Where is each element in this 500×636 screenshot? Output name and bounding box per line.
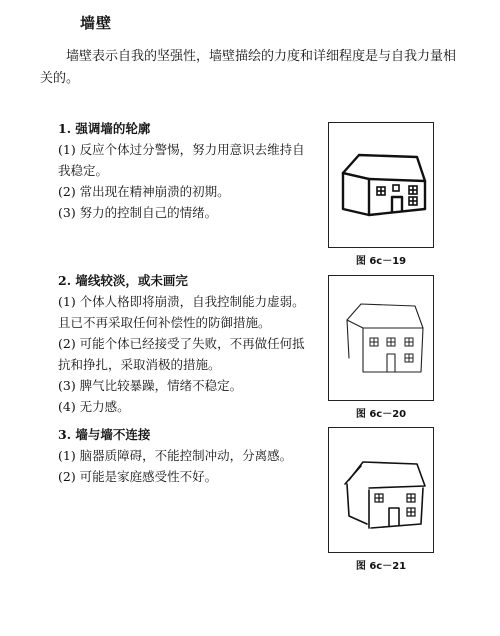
section-1 <box>58 118 316 223</box>
house-drawing-faint-lines-icon <box>329 276 435 402</box>
section-2 <box>58 270 316 417</box>
list-item: (2) 常出现在精神崩溃的初期。 <box>58 184 230 199</box>
house-drawing-disconnected-walls-icon <box>329 428 435 554</box>
figure-3 <box>328 427 434 572</box>
figure-2 <box>328 275 434 420</box>
section-number: 1. <box>58 121 72 136</box>
section-heading-text: 墙与墙不连接 <box>75 427 151 442</box>
list-item: (2) 可能是家庭感受性不好。 <box>58 469 218 484</box>
list-item: (3) 努力的控制自己的情绪。 <box>58 205 218 220</box>
figure-frame <box>328 122 434 248</box>
section-3 <box>58 424 316 487</box>
figure-1 <box>328 122 434 267</box>
list-item: (4) 无力感。 <box>58 399 130 414</box>
section-heading-text: 强调墙的轮廓 <box>75 121 151 136</box>
list-item: (1) 脑器质障碍，不能控制冲动，分离感。 <box>58 448 293 463</box>
section-heading-text: 墙线较淡，或未画完 <box>75 273 188 288</box>
figure-frame <box>328 427 434 553</box>
section-heading <box>58 424 316 445</box>
figure-caption: 图 6c－21 <box>355 561 407 572</box>
list-item: (1) 个体人格即将崩溃，自我控制能力虚弱。且已不再采取任何补偿性的防御措施。 <box>58 294 305 330</box>
list-item: (3) 脾气比较暴躁，情绪不稳定。 <box>58 378 243 393</box>
section-number: 3. <box>58 427 72 442</box>
section-heading <box>58 118 316 139</box>
section-heading <box>58 270 316 291</box>
figure-frame <box>328 275 434 401</box>
intro-paragraph: 墙壁表示自我的坚强性，墙壁描绘的力度和详细程度是与自我力量相关的。 <box>40 49 457 86</box>
list-item: (2) 可能个体已经接受了失败，不再做任何抵抗和挣扎，采取消极的措施。 <box>58 336 305 372</box>
list-item: (1) 反应个体过分警惕，努力用意识去维持自我稳定。 <box>58 142 305 178</box>
figure-caption: 图 6c－20 <box>355 409 407 420</box>
figure-caption: 图 6c－19 <box>355 256 407 267</box>
house-drawing-heavy-outline-icon <box>329 123 435 249</box>
section-number: 2. <box>58 273 72 288</box>
page-title: 墙壁 <box>80 14 113 32</box>
